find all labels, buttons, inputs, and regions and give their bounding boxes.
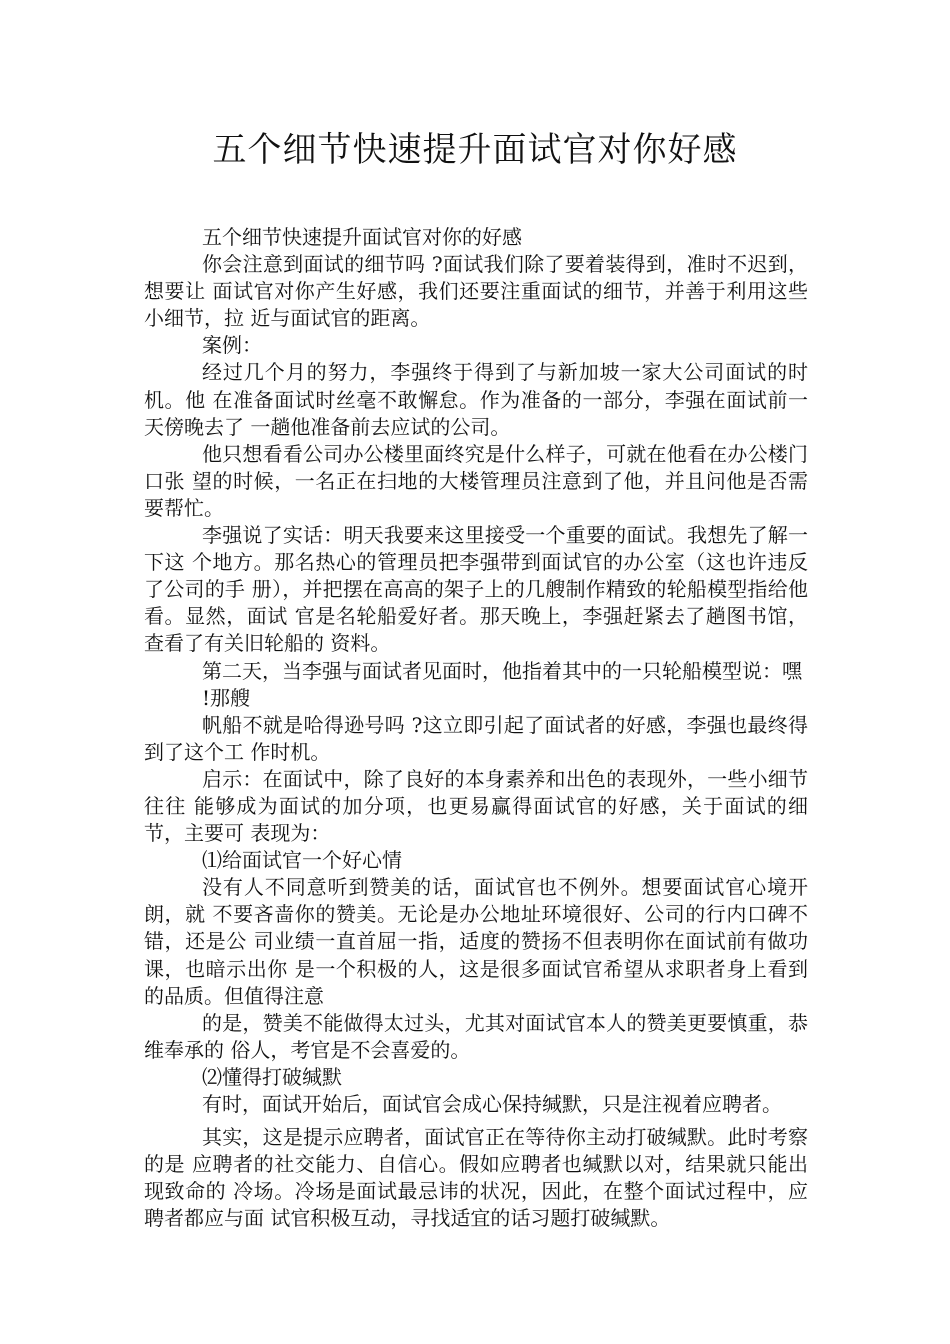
case-label: 案例： bbox=[202, 333, 262, 358]
case-paragraph-2: 他只想看看公司办公楼里面终究是什么样子，可就在他看在办公楼门口张 望的时候，一名正在扫地的大楼管理员注意到了他，并且问他是否需要帮忙。 bbox=[144, 441, 808, 520]
page-title: 五个细节快速提升面试官对你好感 bbox=[212, 130, 738, 170]
section-1-paragraph-1: 没有人不同意听到赞美的话，面试官也不例外。想要面试官心境开朗，就 不要吝啬你的赞美。无论是办公地址环境很好、公司的行内口碑不错，还是公 司业绩一直首屈一指，适度的赞扬不但表明你在面试前有做功课，也暗示出你 是一个积极的人，这是很多面试官希望从求职者身上看到的品质。但值得注意 bbox=[144, 875, 808, 1008]
insight-paragraph: 启示：在面试中，除了良好的本身素养和出色的表现外，一些小细节往往 能够成为面试的加分项，也更易赢得面试官的好感，关于面试的细节，主要可 表现为： bbox=[144, 766, 808, 846]
section-heading-1: ⑴给面试官一个好心情 bbox=[202, 848, 402, 873]
case-paragraph-4: 第二天，当李强与面试者见面时，他指着其中的一只轮船模型说：嘿 bbox=[202, 658, 802, 683]
section-1-paragraph-2: 的是，赞美不能做得太过头，尤其对面试官本人的赞美更要慎重，恭维奉承的 俗人，考官是不会喜爱的。 bbox=[144, 1010, 808, 1062]
document-body bbox=[144, 224, 808, 1232]
case-paragraph-3: 李强说了实话：明天我要来这里接受一个重要的面试。我想先了解一下这 个地方。那名热心的管理员把李强带到面试官的办公室（这也许违反了公司的手 册），并把摆在高高的架子上的几艘制作精致的轮船模型指给他看。显然，面试 官是名轮船爱好者。那天晚上，李强赶紧去了趟图书馆，查看了有关旧轮船的 资料。 bbox=[144, 523, 808, 656]
subtitle-paragraph: 五个细节快速提升面试官对你的好感 bbox=[202, 225, 522, 249]
case-paragraph-5: !那艘 bbox=[202, 685, 251, 710]
case-paragraph-1: 经过几个月的努力，李强终于得到了与新加坡一家大公司面试的时机。他 在准备面试时丝毫不敢懈怠。作为准备的一部分，李强在面试前一天傍晚去了 一趟他准备前去应试的公司。 bbox=[144, 360, 808, 439]
section-heading-2: ⑵懂得打破缄默 bbox=[202, 1064, 342, 1089]
section-2-paragraph-2: 其实，这是提示应聘者，面试官正在等待你主动打破缄默。此时考察的是 应聘者的社交能力、自信心。假如应聘者也缄默以对，结果就只能出现致命的 冷场。冷场是面试最忌讳的状况，因此，在整个面试过程中，应聘者都应与面 试官积极互动，寻找适宜的话习题打破缄默。 bbox=[144, 1125, 808, 1231]
section-2-paragraph-1: 有时，面试开始后，面试官会成心保持缄默，只是注视着应聘者。 bbox=[202, 1092, 782, 1116]
case-paragraph-6: 帆船不就是哈得逊号吗 ?这立即引起了面试者的好感，李强也最终得到了这个工 作时机。 bbox=[144, 712, 808, 764]
intro-paragraph: 你会注意到面试的细节吗 ?面试我们除了要着装得到，准时不迟到，想要让 面试官对你产生好感，我们还要注重面试的细节，并善于利用这些小细节，拉 近与面试官的距离。 bbox=[144, 252, 808, 331]
